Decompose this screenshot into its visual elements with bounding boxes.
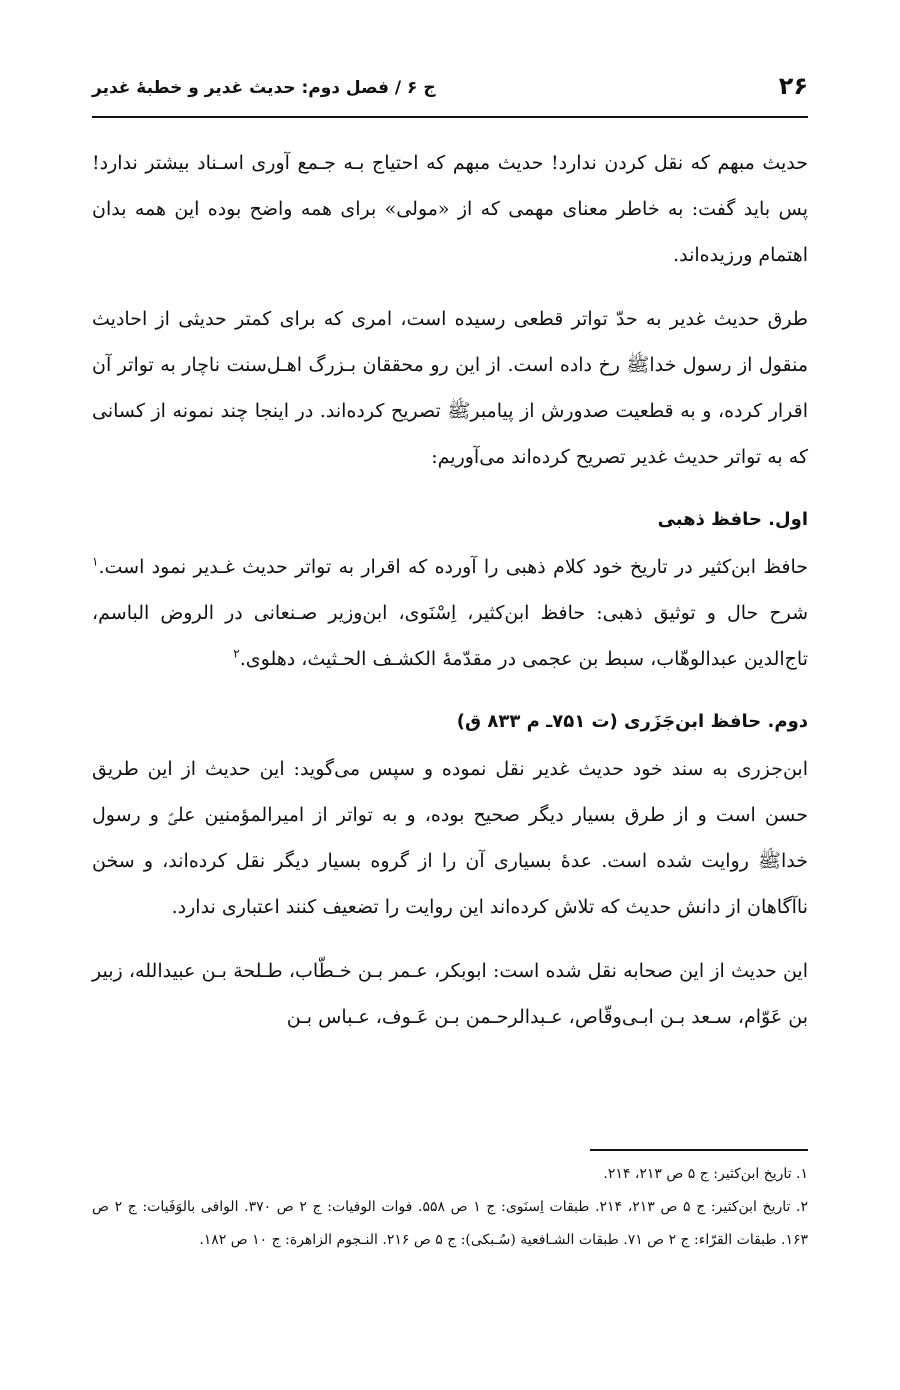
paragraph-text: حافظ ابن‌کثیر در تاریخ خود کلام ذهبی را آورده که اقرار به تواتر حدیث غـدیر نمود است. <box>98 556 808 578</box>
footnote-divider <box>590 1149 808 1151</box>
page-header <box>92 68 808 118</box>
paragraph <box>92 544 808 682</box>
paragraph-text: شرح حال و توثیق ذهبی: حافظ ابن‌کثیر، اِسْنَوی، ابن‌وزیر صـنعانی در الروض الباسم، تاج‌الدین عبدالوهّاب، سبط بن عجمی در مقدّمهٔ الکشـف الحـثیث، دهلوی. <box>92 602 808 670</box>
footnote-ref[interactable]: ۱ <box>92 554 99 569</box>
page-number: ۲۶ <box>778 72 808 100</box>
paragraph: این حدیث از این صحابه نقل شده است: ابوبکر، عـمر بـن خـطّاب، طـلحة بـن عبیدالله، زبیر بن عَوّام، سـعد بـن ابـی‌وقّاص، عـبدالرحـمن بـن عَـوف، عـباس بـن <box>92 960 808 1028</box>
footnotes <box>92 1158 808 1257</box>
paragraph: طرق حدیث غدیر به حدّ تواتر قطعی رسیده است، امری که برای کمتر حدیثی از احادیث منقول از رسول خداﷺ رخ داده است. از این رو محققان بـزرگ اهـل‌سنت ناچار به تواتر آن اقرار کرده، و به قطعیت صدورش از پیامبرﷺ تصریح کرده‌اند. در اینجا چند نمونه از کسانی که به تواتر حدیث غدیر تصریح کرده‌اند می‌آوریم: <box>92 308 808 468</box>
footnote: ۱. تاریخ ابن‌کثیر: ج ۵ ص ۲۱۳، ۲۱۴. <box>603 1166 808 1182</box>
page-body <box>92 140 808 1058</box>
footnote: ۲. تاریخ ابن‌کثیر: ج ۵ ص ۲۱۳، ۲۱۴. طبقات اِسنَوی: ج ۱ ص ۵۵۸. فوات الوفیات: ج ۲ ص ۳۷۰. الوافی بالوَفَیات: ج ۲ ص ۱۶۳. طبقات القرّاء: ج ۲ ص ۷۱. طبقات الشـافعیة (سُـبکی): ج ۵ ص ۲۱۶. النـجوم الزاهرة: ج ۱۰ ص ۱۸۲. <box>92 1199 809 1248</box>
section-heading: اول. حافظ ذهبی <box>657 509 808 530</box>
running-title: ج ۶ / فصل دوم: حدیث غدیر و خطبهٔ غدیر <box>92 78 436 98</box>
paragraph: حدیث مبهم که نقل کردن ندارد! حدیث مبهم که احتیاج بـه جـمع آوری اسـناد بیشتر ندارد! پس باید گفت: به خاطر معنای مهمی که از «مولی» برای همه واضح بوده این همه بدان اهتمام ورزیده‌اند. <box>92 152 808 266</box>
footnote-ref[interactable]: ۲ <box>233 646 240 661</box>
section-heading: دوم. حافظ ابن‌جَزَری (ت ۷۵۱ـ م ۸۳۳ ق) <box>456 711 808 732</box>
paragraph: ابن‌جزری به سند خود حدیث غدیر نقل نموده و سپس می‌گوید: این حدیث از این طریق حسن است و از طرق بسیار دیگر صحیح بوده، و به تواتر از امیرالمؤمنین علیؑ و رسول خداﷺ روایت شده است. عدهٔ بسیاری آن را از گروه بسیار دیگر نقل کرده‌اند، و سخن ناآگاهان از دانش حدیث که تلاش کرده‌اند این روایت را تضعیف کنند اعتباری ندارد. <box>92 758 808 918</box>
